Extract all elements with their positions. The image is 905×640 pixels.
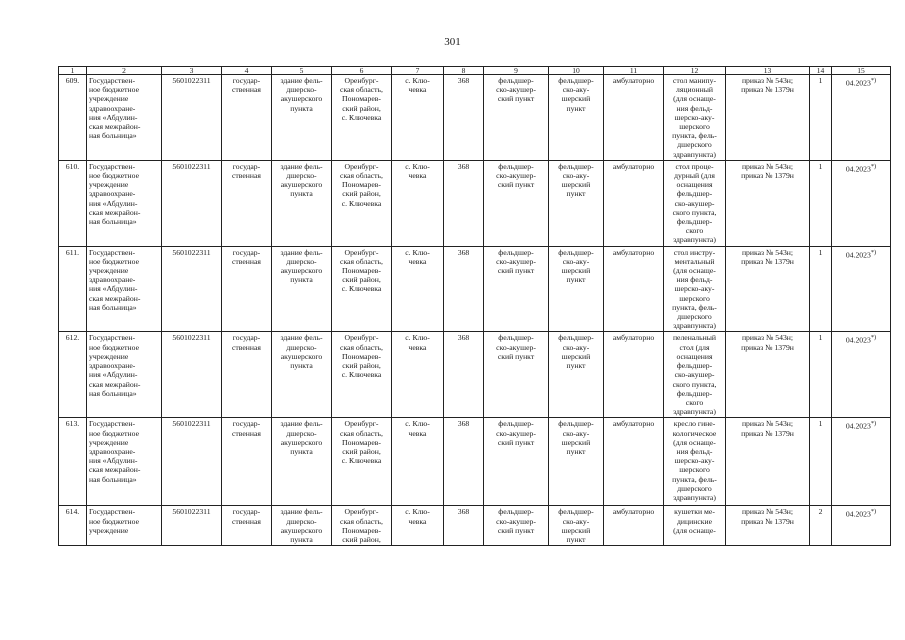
header-row [59, 67, 891, 75]
address-cell: Оренбург- ская область, Пономарев- ский район, с. Ключевка [332, 332, 392, 418]
date-value: 04.2023 [845, 336, 871, 346]
column-header: 7 [392, 67, 444, 75]
building-cell: здание фель- дшерско- акушерского пункта [272, 506, 332, 546]
quantity-cell: 2 [810, 506, 832, 546]
equipment-cell: стол проце- дурный (для оснащения фельдшер- ско-акушер- ского пункта, фельдшер- ского здравпункта) [664, 160, 726, 246]
table-row [59, 506, 891, 546]
order-cell: приказ № 543н; приказ № 1379н [726, 246, 810, 332]
date-value: 04.2023 [845, 421, 871, 431]
footnote-mark: *) [870, 77, 877, 84]
quantity-cell: 1 [810, 160, 832, 246]
unit-cell: фельдшер- ско-аку- шерский пункт [549, 246, 604, 332]
facility-type-cell: фельдшер- ско-акушер- ский пункт [484, 506, 549, 546]
footnote-mark: *) [870, 420, 877, 428]
building-cell: здание фель- дшерско- акушерского пункта [272, 75, 332, 161]
quantity-cell: 1 [810, 418, 832, 506]
building-cell: здание фель- дшерско- акушерского пункта [272, 246, 332, 332]
address-cell: Оренбург- ская область, Пономарев- ский район, с. Ключевка [332, 75, 392, 161]
quantity-cell: 1 [810, 332, 832, 418]
column-header: 9 [484, 67, 549, 75]
building-cell: здание фель- дшерско- акушерского пункта [272, 160, 332, 246]
page-number: 301 [444, 36, 461, 48]
quantity-cell: 1 [810, 246, 832, 332]
ownership-cell: государ- ственная [222, 506, 272, 546]
inn-cell: 5601022311 [162, 246, 222, 332]
date-cell [832, 160, 891, 246]
locality-cell: с. Клю- чевка [392, 160, 444, 246]
data-table [58, 66, 891, 546]
ownership-cell: государ- ственная [222, 418, 272, 506]
table-row [59, 246, 891, 332]
ownership-cell: государ- ственная [222, 332, 272, 418]
column-header: 1 [59, 67, 87, 75]
ownership-cell: государ- ственная [222, 246, 272, 332]
column-header: 2 [87, 67, 162, 75]
address-cell: Оренбург- ская область, Пономарев- ский район, с. Ключевка [332, 246, 392, 332]
unit-cell: фельдшер- ско-аку- шерский пункт [549, 418, 604, 506]
column-header: 8 [444, 67, 484, 75]
date-value: 04.2023 [845, 78, 871, 88]
order-cell: приказ № 543н; приказ № 1379н [726, 418, 810, 506]
organization-cell: Государствен- ное бюджетное учреждение [87, 506, 162, 546]
ownership-cell: государ- ственная [222, 75, 272, 161]
date-value: 04.2023 [845, 509, 871, 519]
row-number: 611. [59, 246, 87, 332]
organization-cell: Государствен- ное бюджетное учреждение здравоохране- ния «Абдулин- ская межрайон- ная больница» [87, 75, 162, 161]
care-cell: амбулаторно [604, 418, 664, 506]
inn-cell: 5601022311 [162, 506, 222, 546]
date-cell [832, 75, 891, 161]
column-header: 15 [832, 67, 891, 75]
date-cell [832, 332, 891, 418]
date-cell [832, 418, 891, 506]
address-cell: Оренбург- ская область, Пономарев- ский район, с. Ключевка [332, 418, 392, 506]
row-number: 614. [59, 506, 87, 546]
column-header: 4 [222, 67, 272, 75]
order-cell: приказ № 543н; приказ № 1379н [726, 160, 810, 246]
column-header: 10 [549, 67, 604, 75]
table-row [59, 418, 891, 506]
facility-type-cell: фельдшер- ско-акушер- ский пункт [484, 246, 549, 332]
date-cell [832, 506, 891, 546]
care-cell: амбулаторно [604, 506, 664, 546]
facility-type-cell: фельдшер- ско-акушер- ский пункт [484, 332, 549, 418]
column-header: 5 [272, 67, 332, 75]
order-cell: приказ № 543н; приказ № 1379н [726, 75, 810, 161]
table-row [59, 160, 891, 246]
building-cell: здание фель- дшерско- акушерского пункта [272, 332, 332, 418]
column-header: 12 [664, 67, 726, 75]
code-cell: 368 [444, 332, 484, 418]
column-header: 3 [162, 67, 222, 75]
date-value: 04.2023 [845, 164, 871, 174]
care-cell: амбулаторно [604, 75, 664, 161]
inn-cell: 5601022311 [162, 160, 222, 246]
table-row [59, 332, 891, 418]
organization-cell: Государствен- ное бюджетное учреждение здравоохране- ния «Абдулин- ская межрайон- ная больница» [87, 418, 162, 506]
locality-cell: с. Клю- чевка [392, 506, 444, 546]
equipment-cell: стол манипу- ляционный (для оснаще- ния фельд- шерско-аку- шерского пункта, фель- дшерского здравпункта) [664, 75, 726, 161]
column-header: 14 [810, 67, 832, 75]
column-header: 6 [332, 67, 392, 75]
locality-cell: с. Клю- чевка [392, 418, 444, 506]
organization-cell: Государствен- ное бюджетное учреждение здравоохране- ния «Абдулин- ская межрайон- ная больница» [87, 332, 162, 418]
equipment-cell: стол инстру- ментальный (для оснаще- ния фельд- шерско-аку- шерского пункта, фель- дшерского здравпункта) [664, 246, 726, 332]
ownership-cell: государ- ственная [222, 160, 272, 246]
unit-cell: фельдшер- ско-аку- шерский пункт [549, 506, 604, 546]
locality-cell: с. Клю- чевка [392, 75, 444, 161]
organization-cell: Государствен- ное бюджетное учреждение здравоохране- ния «Абдулин- ская межрайон- ная больница» [87, 246, 162, 332]
inn-cell: 5601022311 [162, 418, 222, 506]
equipment-cell: кушетки ме- дицинские (для оснаще- [664, 506, 726, 546]
date-value: 04.2023 [845, 250, 871, 260]
row-number: 610. [59, 160, 87, 246]
quantity-cell: 1 [810, 75, 832, 161]
footnote-mark: *) [870, 334, 877, 342]
footnote-mark: *) [870, 162, 877, 170]
table-row [59, 75, 891, 161]
footnote-mark: *) [870, 508, 877, 516]
equipment-cell: пеленальный стол (для оснащения фельдшер- ско-акушер- ского пункта, фельдшер- ского здравпункта) [664, 332, 726, 418]
date-cell [832, 246, 891, 332]
unit-cell: фельдшер- ско-аку- шерский пункт [549, 332, 604, 418]
row-number: 609. [59, 75, 87, 161]
locality-cell: с. Клю- чевка [392, 332, 444, 418]
care-cell: амбулаторно [604, 332, 664, 418]
column-header: 11 [604, 67, 664, 75]
code-cell: 368 [444, 506, 484, 546]
inn-cell: 5601022311 [162, 332, 222, 418]
code-cell: 368 [444, 75, 484, 161]
equipment-cell: кресло гине- кологическое (для оснаще- ния фельд- шерско-аку- шерского пункта, фель- дшерского здравпункта) [664, 418, 726, 506]
address-cell: Оренбург- ская область, Пономарев- ский район, [332, 506, 392, 546]
care-cell: амбулаторно [604, 160, 664, 246]
unit-cell: фельдшер- ско-аку- шерский пункт [549, 160, 604, 246]
order-cell: приказ № 543н; приказ № 1379н [726, 506, 810, 546]
footnote-mark: *) [870, 248, 877, 256]
code-cell: 368 [444, 246, 484, 332]
order-cell: приказ № 543н; приказ № 1379н [726, 332, 810, 418]
row-number: 613. [59, 418, 87, 506]
code-cell: 368 [444, 418, 484, 506]
facility-type-cell: фельдшер- ско-акушер- ский пункт [484, 418, 549, 506]
address-cell: Оренбург- ская область, Пономарев- ский район, с. Ключевка [332, 160, 392, 246]
care-cell: амбулаторно [604, 246, 664, 332]
building-cell: здание фель- дшерско- акушерского пункта [272, 418, 332, 506]
facility-type-cell: фельдшер- ско-акушер- ский пункт [484, 75, 549, 161]
facility-type-cell: фельдшер- ско-акушер- ский пункт [484, 160, 549, 246]
column-header: 13 [726, 67, 810, 75]
unit-cell: фельдшер- ско-аку- шерский пункт [549, 75, 604, 161]
code-cell: 368 [444, 160, 484, 246]
inn-cell: 5601022311 [162, 75, 222, 161]
organization-cell: Государствен- ное бюджетное учреждение здравоохране- ния «Абдулин- ская межрайон- ная больница» [87, 160, 162, 246]
row-number: 612. [59, 332, 87, 418]
locality-cell: с. Клю- чевка [392, 246, 444, 332]
